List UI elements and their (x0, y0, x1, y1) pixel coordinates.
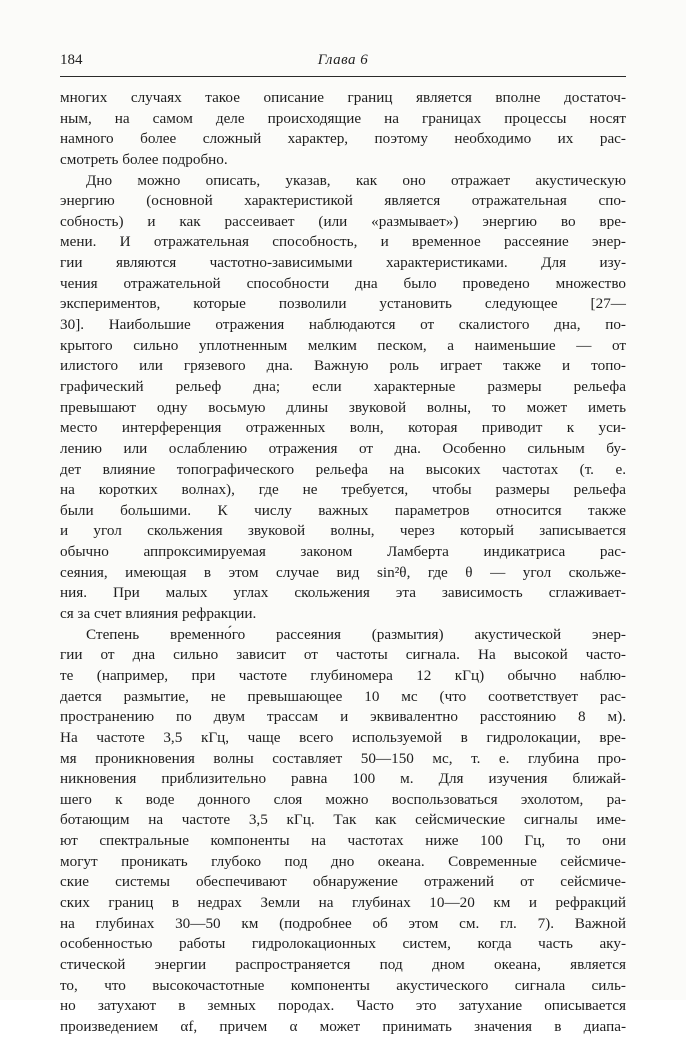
paragraph-p1 (60, 88, 626, 171)
text-line: Дно можно описать, указав, как оно отражает акустическую (86, 171, 626, 189)
text-line: превышают одну восьмую длины звуковой волны, то может иметь (60, 398, 626, 416)
text-line: ся за счет влияния рефракции. (60, 605, 257, 623)
text-line: ских границ в недрах Земли на глубинах 10—20 км и рефракций (60, 893, 626, 911)
text-line: ют спектральные компоненты на частотах ниже 100 Гц, то они (60, 832, 626, 850)
text-line: гии являются частотно-зависимыми характеристиками. Для изу- (60, 254, 626, 272)
text-line: лению или ослаблению отражения от дна. Особенно сильным бу- (60, 439, 626, 457)
text-line: чения отражательной способности дна было проведено множество (60, 274, 626, 292)
running-head (60, 52, 626, 74)
page-number: 184 (60, 52, 83, 68)
text-line: илистого или грязевого дна. Важную роль играет также и топо- (60, 357, 626, 375)
text-line: могут проникать глубоко под дно океана. Современные сейсмиче- (60, 852, 626, 870)
text-line: ские системы обеспечивают обнаружение отражений от сейсмиче- (60, 873, 626, 891)
text-line: дается размытие, не превышающее 10 мс (что соответствует рас- (60, 687, 626, 705)
text-line: 30]. Наибольшие отражения наблюдаются от скалистого дна, по- (60, 316, 626, 334)
text-line: дет влияние топографического рельефа на высоких частотах (т. е. (60, 460, 626, 478)
paragraph-p3 (60, 625, 626, 1037)
text-line: шего к воде донного слоя можно воспользоваться эхолотом, ра- (60, 790, 626, 808)
text-line: ния. При малых углах скольжения эта зависимость сглаживает- (60, 584, 626, 602)
chapter-title: Глава 6 (317, 52, 369, 68)
text-line: никновения приблизительно равна 100 м. Для изучения ближай- (60, 770, 626, 788)
text-line: обычно аппроксимируемая законом Ламберта индикатриса рас- (60, 543, 626, 561)
text-line: мя проникновения волны составляет 50—150 мс, т. е. глубина про- (60, 749, 626, 767)
text-line: были большими. К числу важных параметров относится также (60, 501, 626, 519)
header-rule (60, 76, 626, 77)
text-line: пространению по двум трассам и эквивалентно расстоянию 8 м). (60, 708, 626, 726)
body-text (60, 88, 626, 1037)
text-line: ботающим на частоте 3,5 кГц. Так как сейсмические сигналы име- (60, 811, 626, 829)
text-line: и угол скольжения звуковой волны, через который записывается (60, 522, 626, 540)
text-line: смотреть более подробно. (60, 150, 228, 168)
text-line: место интерференция отраженных волн, которая приводит к уси- (60, 419, 626, 437)
text-line: на глубинах 30—50 км (подробнее об этом см. гл. 7). Важной (60, 914, 626, 932)
text-line: особенностью работы гидролокационных систем, когда часть аку- (60, 935, 626, 953)
text-line: На частоте 3,5 кГц, чаще всего используемой в гидролокации, вре- (60, 728, 626, 746)
text-line: ным, на самом деле происходящие на границах процессы носят (60, 109, 626, 127)
paragraph-p2 (60, 171, 626, 625)
text-line: на коротких волнах), где не требуется, чтобы размеры рельефа (60, 481, 626, 499)
text-line: Степень временно́го рассеяния (размытия) акустической энер- (86, 625, 626, 643)
text-line: многих случаях такое описание границ является вполне достаточ- (60, 89, 626, 106)
text-line: крытого сильно уплотненным мелким песком, а наименьшие — от (60, 336, 626, 354)
text-line: стической энергии распространяется под дном океана, является (60, 955, 626, 973)
text-line: те (например, при частоте глубиномера 12 кГц) обычно наблю- (60, 666, 626, 684)
text-line: произведением αf, причем α может принимать значения в диапа- (60, 1017, 626, 1035)
text-line: графический рельеф дна; если характерные размеры рельефа (60, 377, 626, 395)
text-line: сеяния, имеющая в этом случае вид sin²θ, где θ — угол скольже- (60, 563, 626, 581)
text-line: энергию (основной характеристикой является отражательная спо- (60, 192, 626, 210)
text-line: мени. И отражательная способность, и временное рассеяние энер- (60, 233, 626, 251)
text-line: собность) и как рассеивает (или «размывает») энергию во вре- (60, 212, 626, 230)
text-line: но затухают в земных породах. Часто это затухание описывается (60, 997, 626, 1015)
text-line: экспериментов, которые позволили установить следующее [27— (60, 295, 626, 313)
text-line: намного более сложный характер, поэтому необходимо их рас- (60, 130, 626, 148)
text-line: гии от дна сильно зависит от частоты сигнала. На высокой часто- (60, 646, 626, 664)
text-line: то, что высокочастотные компоненты акустического сигнала силь- (60, 976, 626, 994)
